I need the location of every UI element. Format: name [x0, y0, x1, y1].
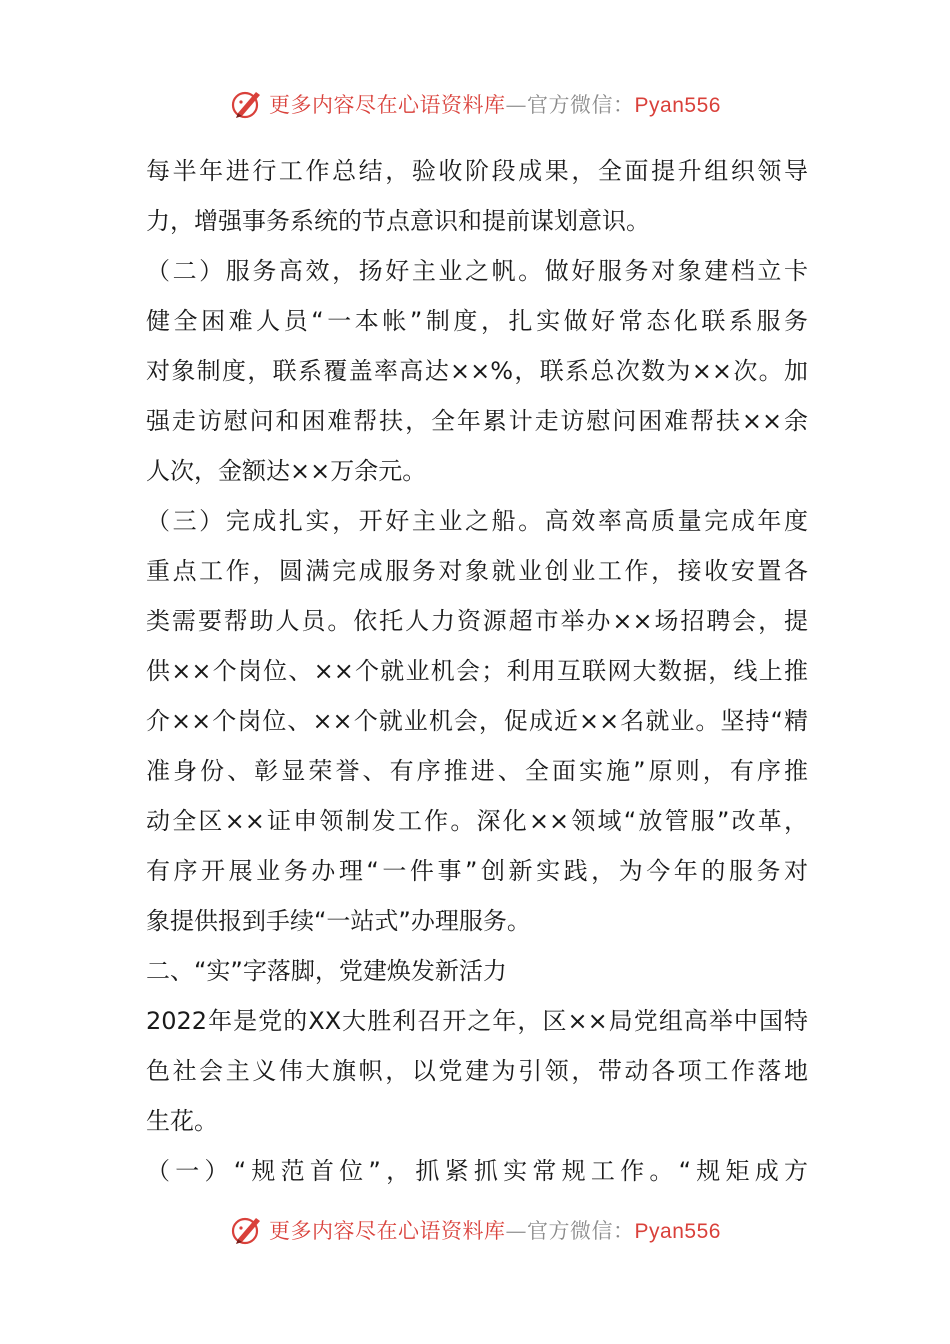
body-line-2: 力，增强事务系统的节点意识和提前谋划意识。: [146, 207, 650, 235]
body-line-1: 每半年进行工作总结，验收阶段成果，全面提升组织领导: [146, 157, 808, 185]
body-line-11: 供××个岗位、××个就业机会；利用互联网大数据，线上推: [146, 657, 808, 685]
footer-wechat-label: 官方微信：: [527, 1219, 635, 1243]
body-line-18: 2022年是党的XX大胜利召开之年，区××局党组高举中国特: [146, 1007, 808, 1035]
header-dash: —: [505, 93, 528, 117]
document-body: [146, 146, 808, 1196]
body-line-6: 强走访慰问和困难帮扶，全年累计走访慰问困难帮扶××余: [146, 407, 808, 435]
body-line-4: 健全困难人员“一本帐”制度，扎实做好常态化联系服务: [146, 307, 808, 335]
body-line-5: 对象制度，联系覆盖率高达××%，联系总次数为××次。加: [146, 357, 808, 385]
body-line-20: 生花。: [146, 1107, 218, 1135]
body-line-8: （三）完成扎实，开好主业之船。高效率高质量完成年度: [146, 507, 808, 535]
footer-wechat-id: Pyan556: [634, 1220, 721, 1243]
footer-site-text: 更多内容尽在心语资料库: [269, 1219, 506, 1243]
body-line-10: 类需要帮助人员。依托人力资源超市举办××场招聘会，提: [146, 607, 808, 635]
footer-watermark-text: [269, 1215, 721, 1245]
body-line-12: 介××个岗位、××个就业机会，促成近××名就业。坚持“精: [146, 707, 808, 735]
pen-logo-icon: [229, 86, 265, 122]
body-line-14: 动全区××证申领制发工作。深化××领域“放管服”改革，: [146, 807, 808, 835]
section-heading-2: 二、“实”字落脚，党建焕发新活力: [146, 957, 507, 985]
pen-logo-icon: [229, 1212, 265, 1248]
body-line-15: 有序开展业务办理“一件事”创新实践，为今年的服务对: [146, 857, 808, 885]
body-line-9: 重点工作，圆满完成服务对象就业创业工作，接收安置各: [146, 557, 808, 585]
header-watermark: [0, 84, 950, 124]
header-watermark-text: [269, 89, 721, 119]
body-line-19: 色社会主义伟大旗帜，以党建为引领，带动各项工作落地: [146, 1057, 808, 1085]
body-line-7: 人次，金额达××万余元。: [146, 457, 427, 485]
body-line-13: 准身份、彰显荣誉、有序推进、全面实施”原则，有序推: [146, 757, 808, 785]
header-wechat-id: Pyan556: [634, 94, 721, 117]
footer-dash: —: [505, 1219, 528, 1243]
header-site-text: 更多内容尽在心语资料库: [269, 93, 506, 117]
footer-watermark: [0, 1210, 950, 1250]
body-line-3: （二）服务高效，扬好主业之帆。做好服务对象建档立卡: [146, 257, 808, 285]
body-line-21: （一）“规范首位”，抓紧抓实常规工作。“规矩成方: [146, 1157, 808, 1185]
body-line-16: 象提供报到手续“一站式”办理服务。: [146, 907, 531, 935]
header-wechat-label: 官方微信：: [527, 93, 635, 117]
